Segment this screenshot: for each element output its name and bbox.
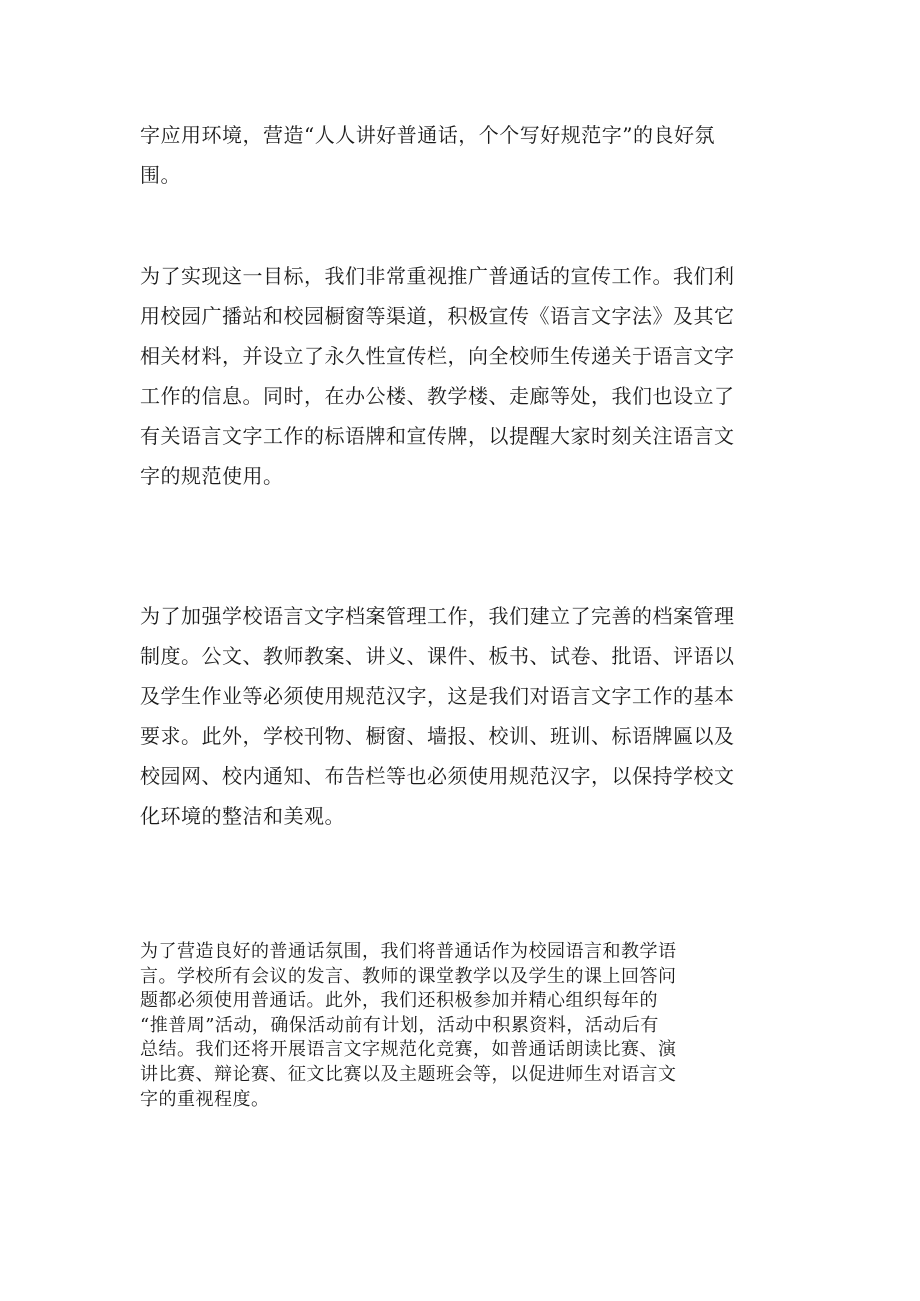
paragraph-line: 为了加强学校语言文字档案管理工作，我们建立了完善的档案管理 bbox=[140, 604, 735, 628]
paragraph-line: 字的规范使用。 bbox=[140, 464, 284, 488]
paragraph-2 bbox=[140, 256, 780, 496]
paragraph-line: 制度。公文、教师教案、讲义、课件、板书、试卷、批语、评语以 bbox=[140, 644, 735, 668]
paragraph-line: 校园网、校内通知、布告栏等也必须使用规范汉字，以保持学校文 bbox=[140, 764, 735, 788]
paragraph-line: 有关语言文字工作的标语牌和宣传牌，以提醒大家时刻关注语言文 bbox=[140, 424, 735, 448]
paragraph-line: 化环境的整洁和美观。 bbox=[140, 804, 345, 828]
paragraph-line: 工作的信息。同时，在办公楼、教学楼、走廊等处，我们也设立了 bbox=[140, 384, 735, 408]
paragraph-line: 为了实现这一目标，我们非常重视推广普通话的宣传工作。我们利 bbox=[140, 264, 735, 288]
paragraph-line: 言。学校所有会议的发言、教师的课堂教学以及学生的课上回答问 bbox=[140, 965, 677, 987]
paragraph-4 bbox=[140, 940, 780, 1112]
paragraph-line: 及学生作业等必须使用规范汉字，这是我们对语言文字工作的基本 bbox=[140, 684, 735, 708]
paragraph-line: 要求。此外，学校刊物、橱窗、墙报、校训、班训、标语牌匾以及 bbox=[140, 724, 735, 748]
paragraph-1 bbox=[140, 115, 780, 195]
paragraph-line: 题都必须使用普通话。此外，我们还积极参加并精心组织每年的 bbox=[140, 990, 658, 1012]
paragraph-line: 讲比赛、辩论赛、征文比赛以及主题班会等，以促进师生对语言文 bbox=[140, 1063, 677, 1085]
paragraph-line: 为了营造良好的普通话氛围，我们将普通话作为校园语言和教学语 bbox=[140, 941, 677, 962]
paragraph-line: 用校园广播站和校园橱窗等渠道，积极宣传《语言文字法》及其它 bbox=[140, 304, 735, 328]
paragraph-line: 总结。我们还将开展语言文字规范化竞赛，如普通话朗读比赛、演 bbox=[140, 1039, 677, 1061]
paragraph-line: 相关材料，并设立了永久性宣传栏，向全校师生传递关于语言文字 bbox=[140, 344, 735, 368]
paragraph-line: 字应用环境，营造“人人讲好普通话，个个写好规范字”的良好氛 bbox=[140, 123, 715, 147]
paragraph-line: 围。 bbox=[140, 163, 181, 187]
paragraph-3 bbox=[140, 596, 780, 836]
paragraph-line: 字的重视程度。 bbox=[140, 1088, 270, 1110]
paragraph-line: “推普周”活动，确保活动前有计划，活动中积累资料，活动后有 bbox=[140, 1014, 659, 1036]
